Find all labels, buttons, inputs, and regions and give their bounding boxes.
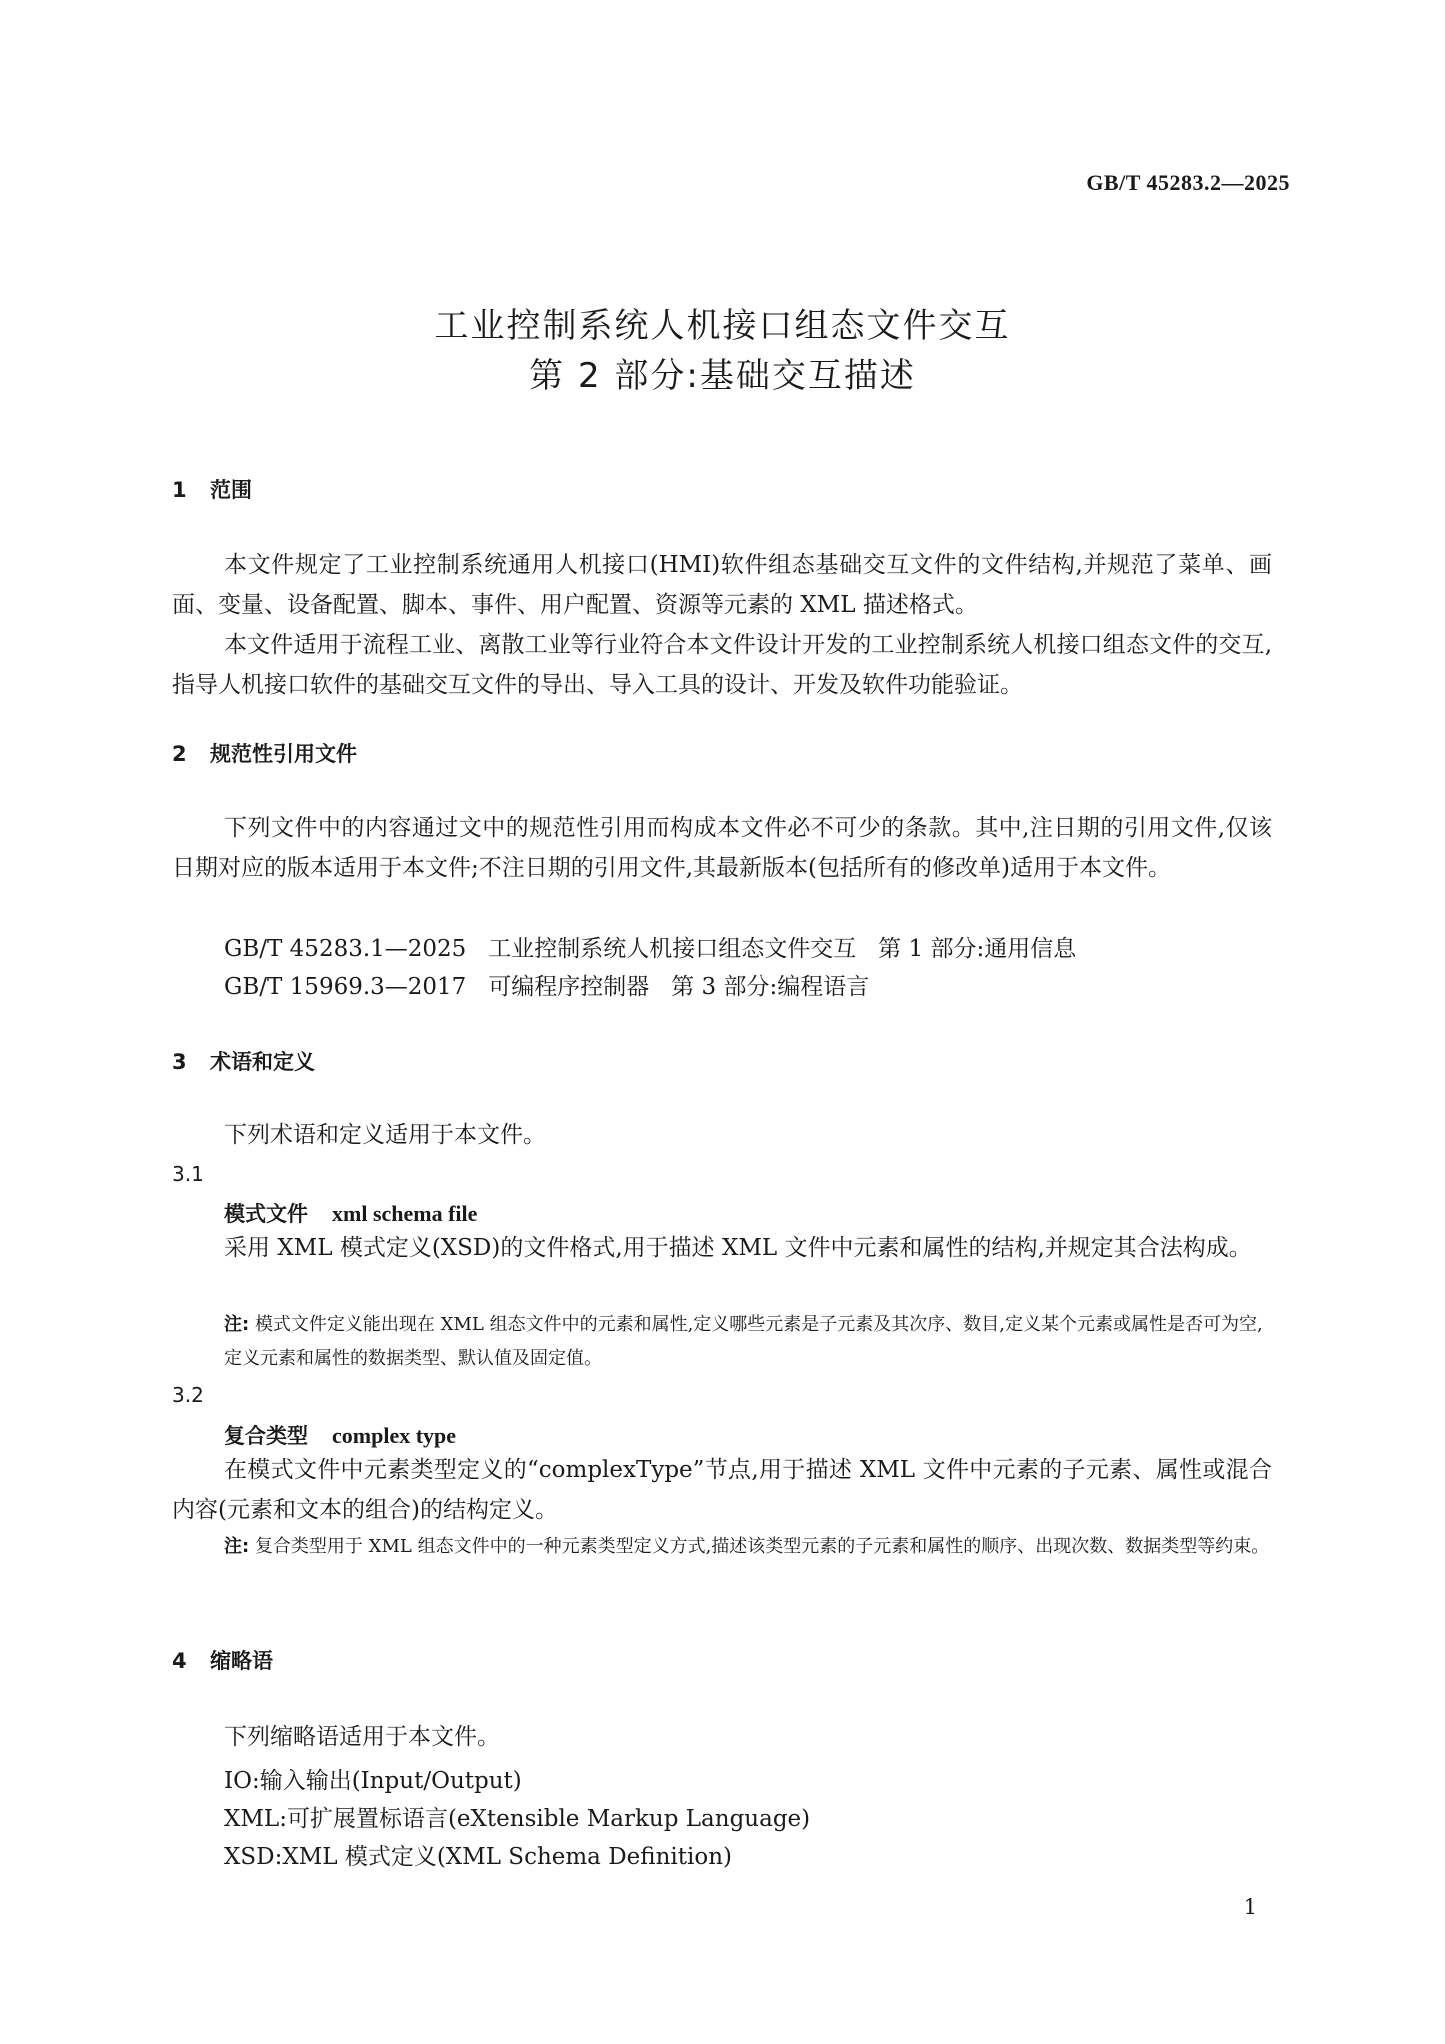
section-heading-normative-references <box>172 738 357 768</box>
paragraph: 下列文件中的内容通过文中的规范性引用而构成本文件必不可少的条款。其中,注日期的引用文件,仅该日期对应的版本适用于本文件;不注日期的引用文件,其最新版本(包括所有的修改单)适用于本文件。 <box>172 815 1272 881</box>
document-title-line2: 第 2 部分:基础交互描述 <box>529 356 916 396</box>
term-english: complex type <box>332 1423 457 1448</box>
section-number: 3 <box>172 1050 187 1074</box>
paragraph: 本文件适用于流程工业、离散工业等行业符合本文件设计开发的工业控制系统人机接口组态文件的交互,指导人机接口软件的基础交互文件的导出、导入工具的设计、开发及软件功能验证。 <box>172 632 1272 698</box>
term-entry <box>224 1420 456 1450</box>
paragraph: 下列术语和定义适用于本文件。 <box>224 1122 546 1148</box>
standard-number: GB/T 45283.2—2025 <box>1086 170 1290 195</box>
section-heading-scope <box>172 474 252 504</box>
section-heading-abbreviations <box>172 1645 273 1675</box>
term-definition: 在模式文件中元素类型定义的“complexType”节点,用于描述 XML 文件中元素的子元素、属性或混合内容(元素和文本的组合)的结构定义。 <box>172 1457 1272 1523</box>
reference-item: GB/T 45283.1—2025 工业控制系统人机接口组态文件交互 第 1 部分:通用信息 <box>224 936 1077 962</box>
abbreviation-item: XML:可扩展置标语言(eXtensible Markup Language) <box>224 1806 811 1832</box>
term-definition: 采用 XML 模式定义(XSD)的文件格式,用于描述 XML 文件中元素和属性的结构,并规定其合法构成。 <box>224 1235 1252 1261</box>
term-chinese: 模式文件 <box>224 1202 308 1226</box>
term-number: 3.1 <box>172 1162 204 1186</box>
document-title-line1: 工业控制系统人机接口组态文件交互 <box>434 306 1011 346</box>
section-number: 1 <box>172 478 187 502</box>
abbreviation-item: IO:输入输出(Input/Output) <box>224 1768 522 1794</box>
page-number: 1 <box>1243 1895 1257 1919</box>
reference-item: GB/T 15969.3—2017 可编程序控制器 第 3 部分:编程语言 <box>224 974 870 1000</box>
term-english: xml schema file <box>332 1201 478 1226</box>
note <box>224 1530 1272 1564</box>
note-label: 注: <box>224 1314 250 1335</box>
note-label: 注: <box>224 1536 250 1557</box>
section-title: 范围 <box>210 478 252 502</box>
paragraph: 本文件规定了工业控制系统通用人机接口(HMI)软件组态基础交互文件的文件结构,并规范了菜单、画面、变量、设备配置、脚本、事件、用户配置、资源等元素的 XML 描述格式。 <box>172 552 1272 618</box>
abbreviation-item: XSD:XML 模式定义(XML Schema Definition) <box>224 1844 732 1870</box>
section-title: 术语和定义 <box>210 1050 315 1074</box>
note-text: 模式文件定义能出现在 XML 组态文件中的元素和属性,定义哪些元素是子元素及其次序、数目,定义某个元素或属性是否可为空,定义元素和属性的数据类型、默认值及固定值。 <box>224 1314 1263 1369</box>
section-title: 缩略语 <box>210 1649 273 1673</box>
section-number: 4 <box>172 1649 187 1673</box>
term-chinese: 复合类型 <box>224 1424 308 1448</box>
term-entry <box>224 1198 477 1228</box>
section-number: 2 <box>172 742 187 766</box>
term-number: 3.2 <box>172 1383 204 1407</box>
note-text: 复合类型用于 XML 组态文件中的一种元素类型定义方式,描述该类型元素的子元素和属性的顺序、出现次数、数据类型等约束。 <box>254 1536 1270 1557</box>
section-title: 规范性引用文件 <box>210 742 357 766</box>
paragraph: 下列缩略语适用于本文件。 <box>224 1724 500 1750</box>
section-heading-terms <box>172 1046 315 1076</box>
note <box>224 1308 1272 1376</box>
